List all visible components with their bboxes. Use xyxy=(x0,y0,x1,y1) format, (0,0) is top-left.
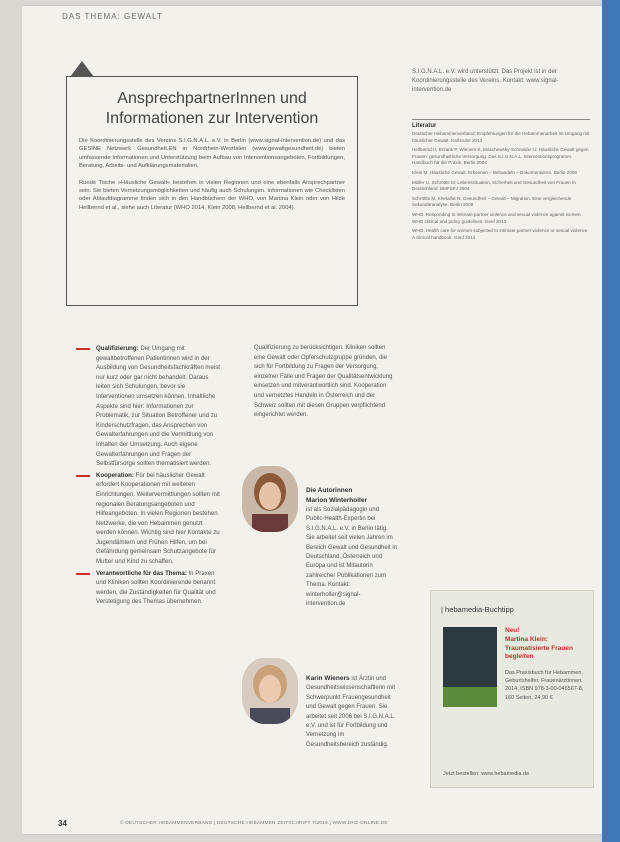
book-cover-image xyxy=(443,627,497,707)
page-header: DAS THEMA: GEWALT xyxy=(62,12,163,21)
list-item-text: Für bei häuslicher Gewalt erfordert Kooperationen mit weiteren Einrichtungen. Weitervermittlungen sollten mit regionalen Beratungsangeboten und Hilfeangeboten. In vielen Regionen bestehen Netzwerke, die von Hebammen genutzt werden können. Wichtig sind hier Kontakte zu Jugendämtern und Frühen Hilfen, um bei Gefährdung gemeinsam Schutzangebote für Mutter und Kind zu schaffen. xyxy=(96,471,220,566)
note-item: WHO: Responding to intimate partner violence and sexual violence against women. WHO clinical and policy guidelines. Genf 2013 xyxy=(412,211,582,224)
list-item xyxy=(76,569,224,607)
order-link[interactable]: Jetzt bestellen: www.hebamedia.de xyxy=(443,771,530,777)
note-item: Schröttle M, Khelaifat N: Gesundheit – Gewalt – Migration. Eine vergleichende Sekundäranalyse. Berlin 2008 xyxy=(412,195,572,208)
book-advertisement[interactable] xyxy=(430,590,594,788)
literature-notes xyxy=(412,119,590,244)
author-block-1 xyxy=(306,486,396,507)
notes-title: Literatur xyxy=(412,123,437,129)
list-item xyxy=(76,471,224,567)
page-number: 34 xyxy=(58,819,67,828)
author-name: Marion Winterholler xyxy=(306,497,367,505)
book-title: Martina Klein: Traumatisierte Frauen begleiten xyxy=(505,636,573,661)
list-item-text: Der Umgang mit gewaltbetroffenen Patientinnen wird in der Ausbildung von Gesundheitsfachkräften meist nur kurz oder gar nicht behandelt. Daraus leiten sich Schulungen, bevor sie Interventionen umsetzen können. Inhaltliche Aspekte sind hier: Informationen zur Problematik, zur Situation Betroffener und zu Kinderschutzfragen, das Ansprechen von Gewalterfahrungen und die Vermittlung von Inhalten der Umsetzung. Auch eigene Gewalterfahrungen und Fragen der Selbstfürsorge sollten thematisiert werden. xyxy=(96,345,220,468)
next-page-edge xyxy=(602,0,620,842)
info-box-title: AnsprechpartnerInnen und Informationen zur Intervention xyxy=(105,90,319,127)
book-details: Das Praxisbuch für Hebammen, Geburtshelfer, Frauenärztinnen. 2014, ISBN 978-3-00-046567-8, 160 Seiten, 24,90 € xyxy=(505,670,584,701)
author-portrait-winterholler xyxy=(242,466,298,532)
list-item-title: Verantwortliche für das Thema: xyxy=(96,569,187,577)
ad-header: | hebamedia-Buchtipp xyxy=(441,605,514,614)
magazine-page xyxy=(22,6,602,834)
note-item: Klein M: Häusliche Gewalt. Erkennen – Behandeln – Dokumentieren. Berlin 2008 xyxy=(412,169,577,175)
right-intro-text: S.I.G.N.A.L. e.V. wird unterstützt. Das Projekt ist in der Koordinierungsstelle des Vereins. Kontakt: www.signal-intervention.de xyxy=(412,69,559,93)
note-item: Deutscher Hebammenverband: Empfehlungen für die Hebammenarbeit im Umgang mit häuslicher Gewalt. Karlsruhe 2013 xyxy=(412,131,590,143)
bullet-dash xyxy=(76,573,90,575)
author-block-2 xyxy=(306,674,398,750)
bullet-dash xyxy=(76,475,90,477)
new-badge: Neu! xyxy=(505,627,520,634)
box-pointer xyxy=(70,61,94,77)
author-bio-1: ist als Sozialpädagogin und Public-Health-Expertin bei S.I.G.N.A.L. e.V. in Berlin tätig. Sie arbeitet seit vielen Jahren im Bereich Gewalt und Gesundheit in Deutschland, Österreich und Europa und ist Mitautorin zahlreicher Publikationen zum Thema. Kontakt: winterholler@signal-intervention.de xyxy=(306,507,398,608)
note-item: Müller U, Schröttle M: Lebenssituation, Sicherheit und Gesundheit von Frauen in Deutschland. BMFSFJ 2004 xyxy=(412,179,576,192)
list-item xyxy=(76,344,224,469)
page-footer: © DEUTSCHER HEBAMMENVERBAND | DEUTSCHE HEBAMMEN ZEITSCHRIFT 7/2016 | WWW.DHZ-ONLINE.DE xyxy=(120,821,388,826)
recommendation-list xyxy=(76,344,224,609)
list-item-text: In Praxen und Kliniken sollten Koordinierende benannt werden, die Zuständigkeiten für Qualität und Verstetigung des Themas übernehmen. xyxy=(96,569,216,606)
info-box-paragraph-1: Die Koordinierungsstelle des Vereins S.I.G.N.A.L. e.V. in Berlin (www.signal-intervention.de) und das GESINE Netzwerk Gesundheit.EN in Nordrhein-Westfalen (www.gewaltgesundheit.de) bieten umfassende Informationen und Unterstützung beim Aufbau von Interventionsangeboten, Fortbildungen, Beratung, Arbeits- und Aufklärungsmaterialien. xyxy=(79,138,345,170)
middle-column-text: Qualifizierung zu berücksichtigen. Kliniken sollten eine Gewalt oder Opferschutzgruppe gründen, die sich für Fortbildung zu Fragen der Versorgung, einzelner Fälle und Fragen der Qualitätsentwicklung einsetzen und mitverantwortlich sind. Kooperation und vernetztes Handeln in Österreich und der Schweiz sollten mit diesen Gruppen verpflichtend eingerichtet werden. xyxy=(254,345,393,419)
note-item: WHO: Health care for women subjected to intimate partner violence or sexual violence. A clinical handbook. Genf 2014 xyxy=(412,228,589,240)
authors-heading: Die Autorinnen xyxy=(306,487,353,494)
info-box-paragraph-2: Runde Tische »Häusliche Gewalt« bestehen in vielen Regionen und eine ebenfalls Ansprechpartner sein. Sie bieten Vernetzungsmöglichkeiten und häufig auch Schulungen. Informationen wie Checklisten oder Ablaufdiagramme finden sich in den Handbüchern der WHO, von Martina Klein oder von Hilde Hellbernd et al., siehe auch Literatur (WHO 2014, Klein 2008, Hellbernd et al. 2004). xyxy=(79,179,345,211)
list-item-title: Kooperation: xyxy=(96,471,134,479)
info-box xyxy=(66,76,358,306)
author-portrait-wieners xyxy=(242,658,298,724)
author-bio-2: ist Ärztin und Gesundheitswissenschaftlerin mit Schwerpunkt Frauengesundheit und Gewalt gegen Frauen. Sie arbeitet seit 2006 bei S.I.G.N.A.L. e.V. und ist für Fortbildung und Vernetzung im Gesundheitsbereich zuständig. xyxy=(306,676,396,748)
author-name: Karin Wieners xyxy=(306,675,350,682)
bullet-dash xyxy=(76,348,90,350)
note-item: Hellbernd H, Brzank P, Wieners K, Maschewsky-Schneider U: Häusliche Gewalt gegen Frauen: gesundheitliche Versorgung. Das S.I.G.N.A.L. Interventionsprogramm. Handbuch für die Praxis. Berlin 2004 xyxy=(412,147,589,166)
list-item-title: Qualifizierung: xyxy=(96,345,139,352)
